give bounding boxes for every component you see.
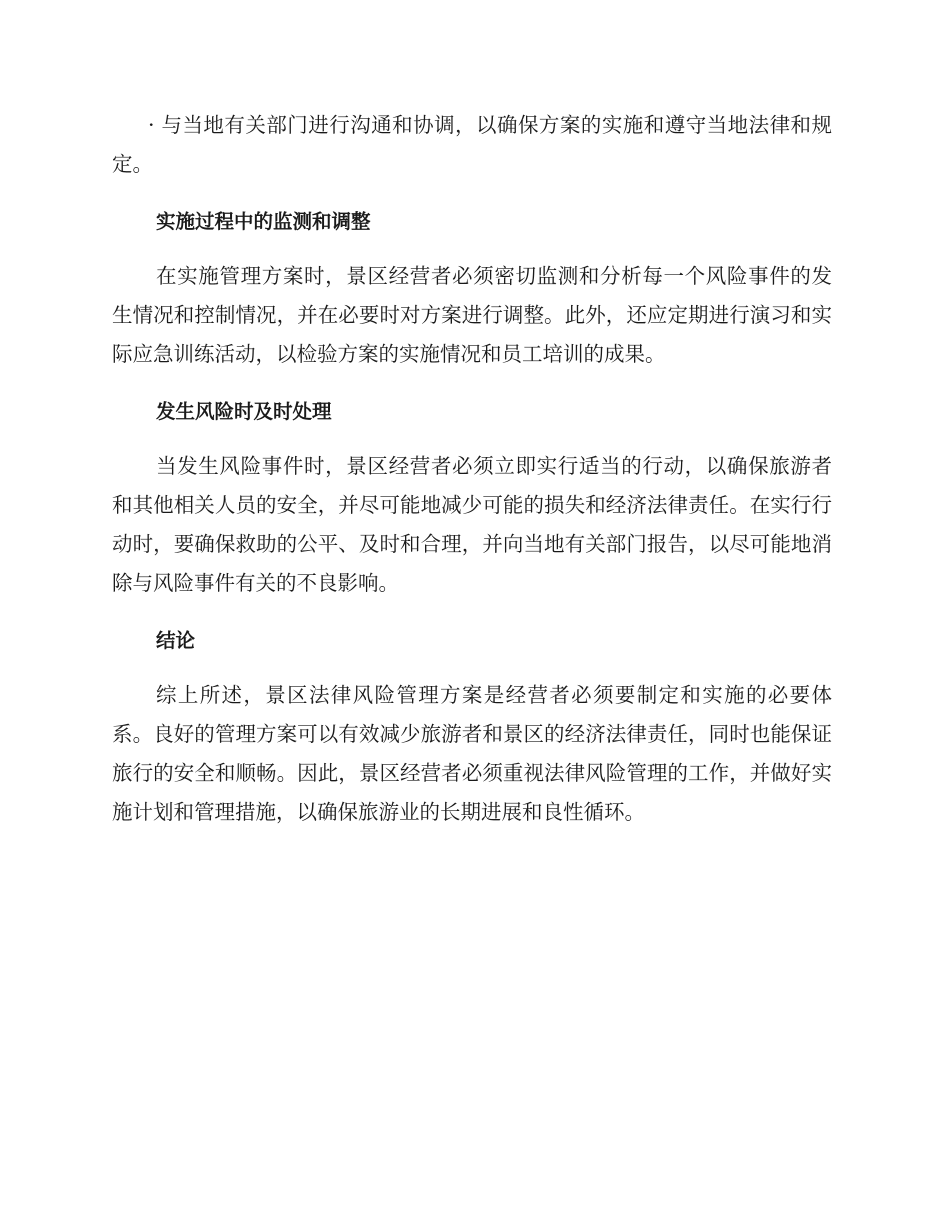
document-body: [112, 106, 832, 832]
bullet-paragraph: · 与当地有关部门进行沟通和协调，以确保方案的实施和遵守当地法律和规定。: [112, 113, 832, 176]
section-heading-monitoring: 实施过程中的监测和调整: [156, 210, 371, 233]
section-body-monitoring: 在实施管理方案时，景区经营者必须密切监测和分析每一个风险事件的发生情况和控制情况，并在必要时对方案进行调整。此外，还应定期进行演习和实际应急训练活动，以检验方案的实施情况和员工培训的成果。: [112, 264, 832, 366]
spacer: [112, 660, 832, 676]
spacer: [112, 431, 832, 447]
section-heading-conclusion: 结论: [156, 629, 196, 652]
section-body-conclusion: 综上所述，景区法律风险管理方案是经营者必须要制定和实施的必要体系。良好的管理方案可以有效减少旅游者和景区的经济法律责任，同时也能保证旅行的安全和顺畅。因此，景区经营者必须重视法律风险管理的工作，并做好实施计划和管理措施，以确保旅游业的长期进展和良性循环。: [112, 683, 832, 824]
spacer: [112, 241, 832, 257]
spacer: [112, 374, 832, 392]
spacer: [112, 184, 832, 202]
section-heading-risk-handling: 发生风险时及时处理: [156, 400, 332, 423]
section-body-risk-handling: 当发生风险事件时，景区经营者必须立即实行适当的行动，以确保旅游者和其他相关人员的安全，并尽可能地减少可能的损失和经济法律责任。在实行行动时，要确保救助的公平、及时和合理，并向当地有关部门报告，以尽可能地消除与风险事件有关的不良影响。: [112, 454, 832, 595]
spacer: [112, 603, 832, 621]
